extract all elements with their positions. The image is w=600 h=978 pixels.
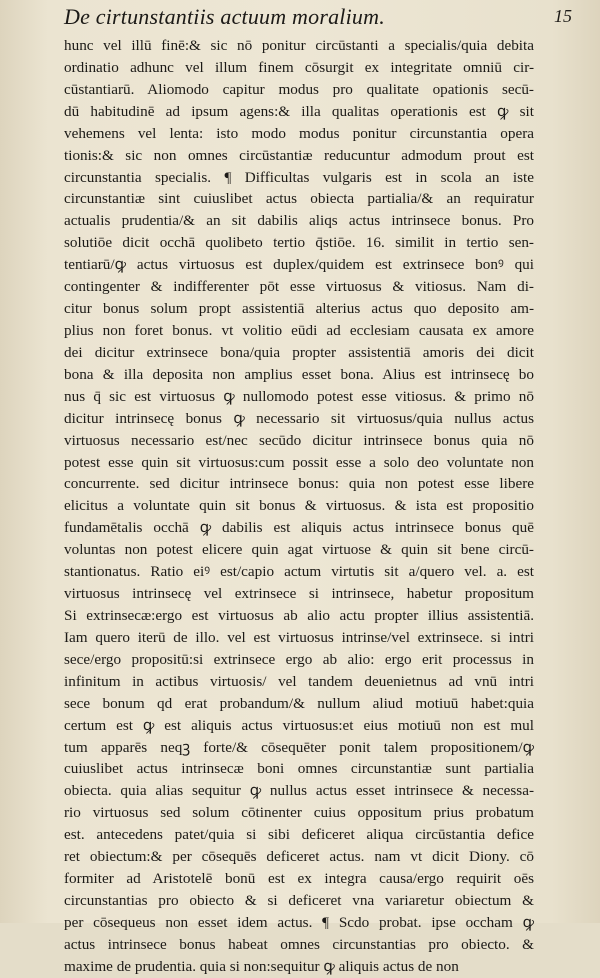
text-line: contingenter & indifferenter pōt esse virtuosus & vitiosus. Nam di- xyxy=(64,278,534,296)
text-line: dicitur intrinsecę bonus ꝙ necessario sit virtuosus/quia nullus actus xyxy=(64,409,534,427)
text-line: rio virtuosus sed solum cōtinenter cuius oppositum prius probatum xyxy=(64,804,534,822)
text-line: est. antecedens patet/quia si sibi deficeret aliqua circūstantia defice xyxy=(64,826,534,844)
text-line: potest esse quin sit virtuosus:cum possit esse a solo deo voluntate non xyxy=(64,453,534,471)
text-line: tum apparēs neqꝫ forte/& cōsequēter ponit talem propositionem/ꝙ xyxy=(64,738,534,756)
text-line: ordinatio adhunc vel illum finem cōsurgit ex integritate omniū cir- xyxy=(64,58,534,76)
text-line: tentiarū/ꝙ actus virtuosus est duplex/quidem est extrinsece bonꝰ qui xyxy=(64,256,534,274)
text-line: plius non foret bonus. vt volitio eūdi ad ecclesiam causata ex amore xyxy=(64,321,534,339)
text-line: certum est ꝙ est aliquis actus virtuosus:et eius motiuū non est mul xyxy=(64,716,534,734)
folio-number: 15 xyxy=(554,6,572,26)
text-line: solutiōe dicit occhā quolibeto tertio q̄stiōe. 16. similit in tertio sen- xyxy=(64,234,534,252)
text-line: circunstantia specialis. ¶ Difficultas vulgaris est in scola an iste xyxy=(64,168,534,186)
text-line: ret obiectum:& per cōsequēs deficeret actus. nam vt dicit Diony. cō xyxy=(64,848,534,866)
text-line: sece/ergo propositū:si extrinsece ergo ab alio: ergo erit processus in xyxy=(64,650,534,668)
text-line: cūstantiarū. Aliomodo capitur modus pro qualitate opationis secū- xyxy=(64,80,534,98)
body-text xyxy=(64,35,534,978)
text-line: dei dicitur extrinsece bona/quia propter assistentiā amoris dei dicit xyxy=(64,343,534,361)
text-line: voluntas non potest elicere quin agat virtuose & quin sit bene circū- xyxy=(64,541,534,559)
text-line: citur bonus solum propt assistentiā alterius actus quo deposito am- xyxy=(64,300,534,318)
text-line: maxime de prudentia. quia si non:sequitur ꝙ aliquis actus de non xyxy=(64,957,459,975)
text-line: virtuosus necessario est/nec secūdo dicitur intrinsece bonus quia nō xyxy=(64,431,534,449)
text-line: circunstantiæ sint cuiuslibet actus obiecta partialia/& an requiratur xyxy=(64,190,534,208)
running-title: De cirtunstantiis actuum moralium. xyxy=(64,4,385,29)
text-line: formiter ad Aristotelē bonū est ex integra causa/ergo requirit oēs xyxy=(64,870,534,888)
text-line: actus intrinsece bonus habeat omnes circunstantias pro obiecto. & xyxy=(64,935,534,953)
text-line: cuiuslibet actus intrinsecæ boni omnes circunstantiæ sunt partialia xyxy=(64,760,534,778)
text-line: tionis:& sic non omnes circūstantiæ reducuntur admodum prout est xyxy=(64,146,534,164)
text-line: Si extrinsecæ:ergo est virtuosus ab alio actu propter illius assistentiā. xyxy=(64,606,534,624)
text-line: virtuosus intrinsecę vel extrinsece si intrinsece, habetur propositum xyxy=(64,585,534,603)
text-line: sece bonum qd erat probandum/& nullum aliud motiuū habet:quia xyxy=(64,694,534,712)
text-line: elicitus a voluntate quin sit bonus & virtuosus. & ista est propositio xyxy=(64,497,534,515)
text-line: dū habitudinē ad ipsum agens:& illa qualitas operationis est ꝙ sit xyxy=(64,102,534,120)
text-line: nus q̄ sic est virtuosus ꝙ nullomodo potest esse vitiosus. & primo nō xyxy=(64,387,534,405)
text-line: bona & illa deposita non amplius esset bona. Alius est intrinsecę bo xyxy=(64,365,534,383)
text-line: fundamētalis occhā ꝙ dabilis est aliquis actus intrinsece bonus quē xyxy=(64,519,534,537)
text-line: vehemens vel lenta: isto modo modus ponitur circunstantia opera xyxy=(64,124,534,142)
page-header xyxy=(54,4,586,34)
text-line: infinitum in actibus virtuosis/ vel tandem deuenietnus ad vnū intri xyxy=(64,672,534,690)
text-line: stantionatus. Ratio eiꝰ est/capio actum virtutis sit a/quero vel. a. est xyxy=(64,563,534,581)
text-line: obiecta. quia alias sequitur ꝙ nullus actus esset intrinsece & necessa- xyxy=(64,782,534,800)
text-line: per cōsequeus non esset idem actus. ¶ Scdo probat. ipse occham ꝙ xyxy=(64,913,534,931)
text-line: hunc vel illū finē:& sic nō ponitur circūstanti a specialis/quia debita xyxy=(64,37,534,54)
text-line: circunstantias pro obiecto & si deficeret vna variaretur obiectum & xyxy=(64,891,534,909)
text-line: actualis prudentia/& an sit dabilis aliqs actus intrinsece bonus. Pro xyxy=(64,212,534,230)
text-line: Iam quero iterū de illo. vel est virtuosus intrinse/vel extrinsece. si intri xyxy=(64,628,534,646)
text-line: concurrente. sed dicitur intrinsece bonus: quia non potest esse libere xyxy=(64,475,534,493)
